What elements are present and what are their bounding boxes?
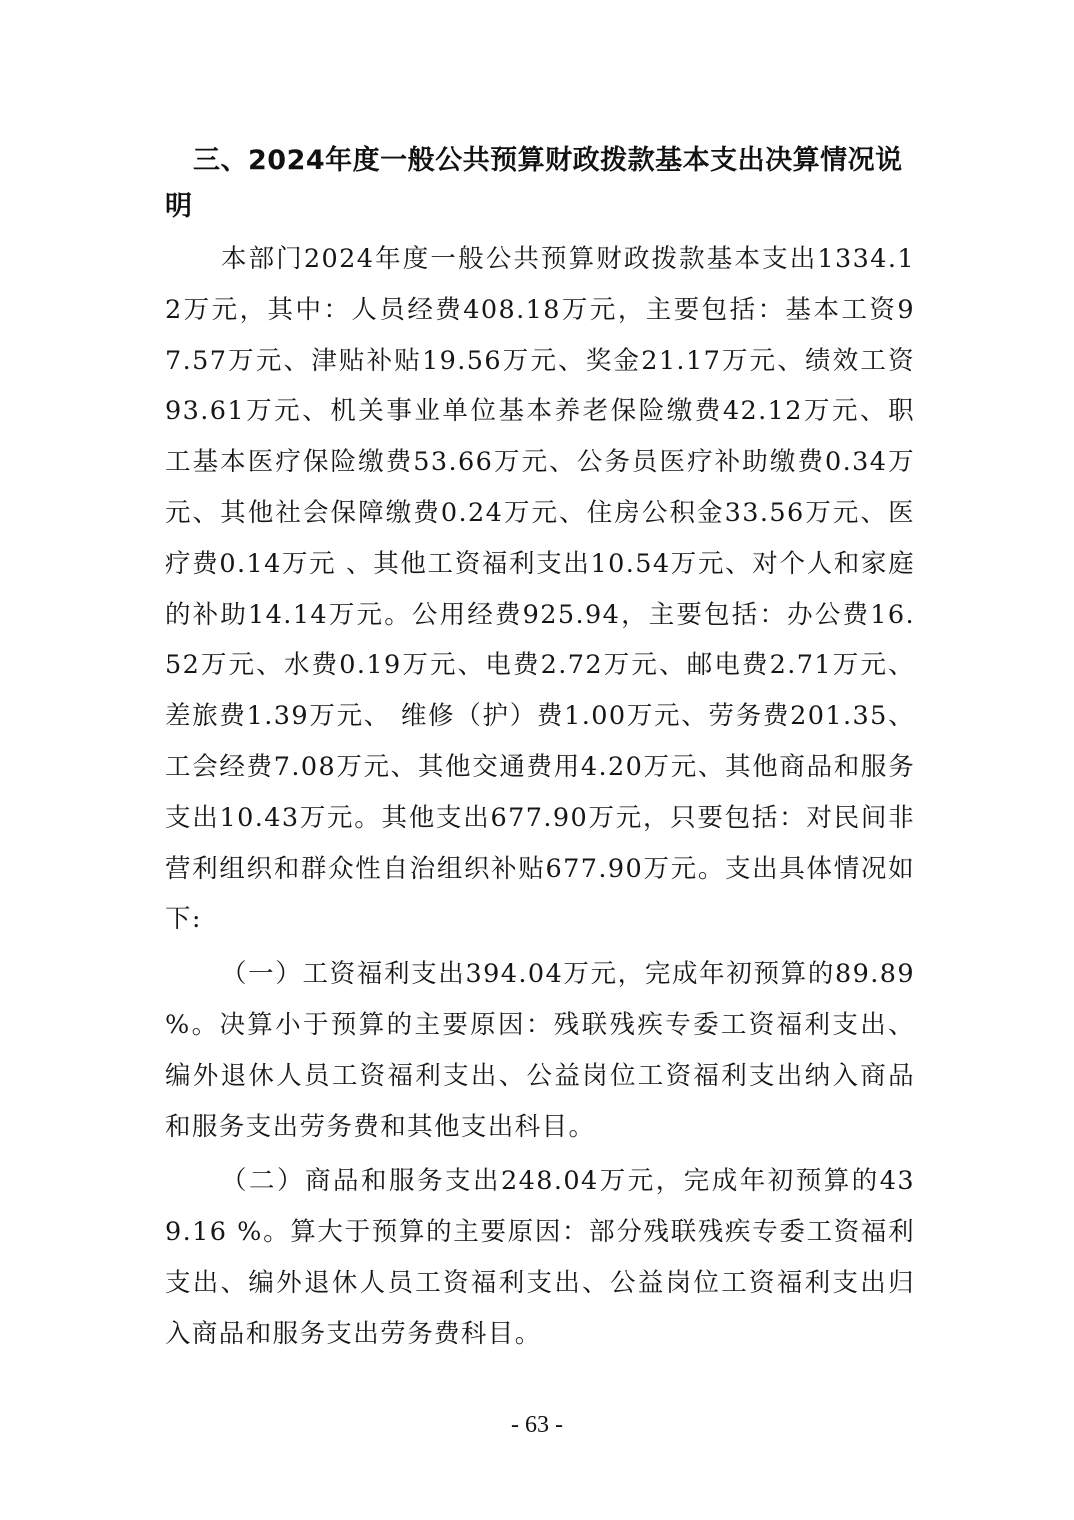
paragraph-salary-welfare: （一）工资福利支出394.04万元，完成年初预算的89.89 %。决算小于预算的主要原因：残联残疾专委工资福利支出、编外退休人员工资福利支出、公益岗位工资福利支出纳入商品和服务支出劳务费和其他支出科目。 — [165, 959, 915, 1142]
paragraph-goods-services: （二）商品和服务支出248.04万元，完成年初预算的439.16 %。算大于预算的主要原因：部分残联残疾专委工资福利支出、编外退休人员工资福利支出、公益岗位工资福利支出归入商品和服务支出劳务费科目。 — [165, 1166, 915, 1349]
page-number: - 63 - — [511, 1412, 563, 1438]
document-body — [165, 138, 915, 1360]
paragraph-summary: 本部门2024年度一般公共预算财政拨款基本支出1334.12万元，其中：人员经费408.18万元，主要包括：基本工资97.57万元、津贴补贴19.56万元、奖金21.17万元、绩效工资93.61万元、机关事业单位基本养老保险缴费42.12万元、职工基本医疗保险缴费53.66万元、公务员医疗补助缴费0.34万元、其他社会保障缴费0.24万元、住房公积金33.56万元、医疗费0.14万元 、其他工资福利支出10.54万元、对个人和家庭的补助14.14万元。公用经费925.94，主要包括：办公费16.52万元、水费0.19万元、电费2.72万元、邮电费2.71万元、差旅费1.39万元、 维修（护）费1.00万元、劳务费201.35、工会经费7.08万元、其他交通费用4.20万元、其他商品和服务支出10.43万元。其他支出677.90万元，只要包括：对民间非营利组织和群众性自治组织补贴677.90万元。支出具体情况如下: — [165, 244, 915, 935]
section-heading: 三、2024年度一般公共预算财政拨款基本支出决算情况说明 — [165, 145, 903, 222]
